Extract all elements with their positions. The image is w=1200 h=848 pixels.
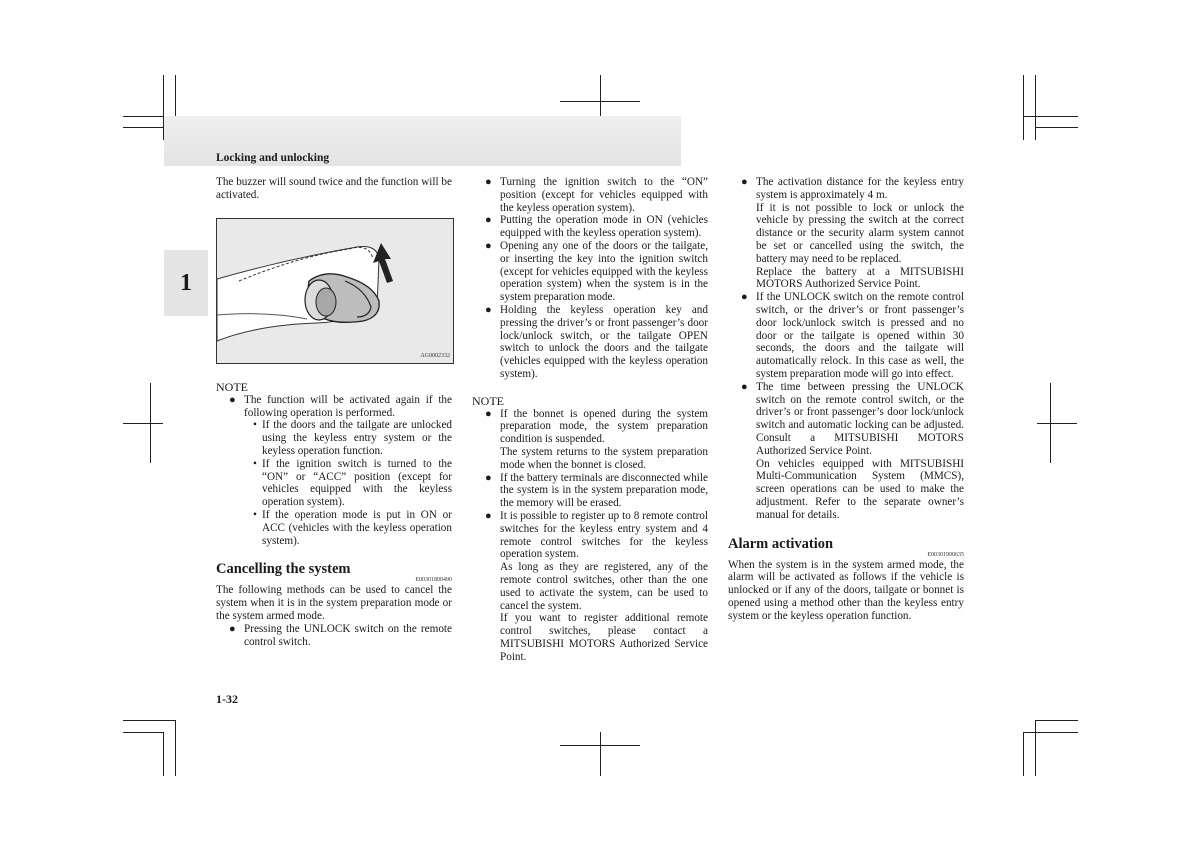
cancel-heading: Cancelling the system: [216, 561, 351, 578]
crop-mark: [123, 720, 175, 721]
note-continuation: If you want to register additional remote control switches, please contact a MITSUBISHI MOTORS Authorized Service Point.: [500, 612, 708, 663]
info-bullet: ● If the UNLOCK switch on the remote control switch, or the driver’s or front passenger’s door lock/unlock switch is pressed and no door or the tailgate is opened within 30 seconds, the doors and the tailgate will automatically relock. In this case as well, the system preparation mode will go into effect.: [743, 291, 964, 381]
column-1-lower: [216, 381, 452, 648]
page-number: 1-32: [216, 692, 238, 706]
crop-mark: [1023, 75, 1024, 140]
registration-mark: [123, 423, 163, 424]
method-bullet: ● Opening any one of the doors or the tailgate, or inserting the key into the ignition switch (except for vehicles equipped with the keyless operation system) when the system is in the system preparation mode.: [487, 240, 708, 304]
chapter-tab: [164, 250, 208, 316]
note-sub-item: • If the doors and the tailgate are unlocked using the keyless entry system or the keyless operation function.: [253, 419, 452, 457]
info-bullet: ● The activation distance for the keyless entry system is approximately 4 m.: [743, 176, 964, 202]
registration-mark: [1050, 383, 1051, 463]
registration-mark: [150, 383, 151, 463]
crop-mark: [1035, 127, 1078, 128]
key-fob-drawing: [217, 219, 453, 363]
registration-mark: [600, 732, 601, 776]
key-fob-illustration: [216, 218, 454, 364]
info-continuation: Replace the battery at a MITSUBISHI MOTORS Authorized Service Point.: [756, 265, 964, 291]
crop-mark: [1035, 75, 1036, 140]
registration-mark: [1037, 423, 1077, 424]
crop-mark: [1035, 720, 1036, 776]
alarm-text: When the system is in the system armed mode, the alarm will be activated as follows if the vehicle is unlocked or if any of the doors, tailgate or bonnet is opened using a method other than the keyless entry system or the keyless operation function.: [728, 558, 964, 622]
info-bullet: ● The time between pressing the UNLOCK switch on the remote control switch, or the driver’s or front passenger’s door lock/unlock switch and automatic locking can be adjusted. Consult a MITSUBISHI MOTORS Authorized Service Point.: [743, 381, 964, 458]
note-label: NOTE: [472, 393, 504, 408]
note-bullet: ● It is possible to register up to 8 remote control switches for the keyless entry system and 4 remote control switches for the keyless operation system.: [487, 510, 708, 561]
column-3: [728, 176, 964, 623]
chapter-number: 1: [180, 270, 192, 296]
note-sub-item: • If the ignition switch is turned to the “ON” or “ACC” position (except for vehicles equipped with the keyless operation system).: [253, 458, 452, 509]
note-label: NOTE: [216, 380, 248, 394]
cancel-bullet: ● Pressing the UNLOCK switch on the remote control switch.: [231, 623, 452, 649]
crop-mark: [1023, 732, 1024, 776]
column-1: [216, 176, 452, 202]
crop-mark: [123, 732, 163, 733]
method-bullet: ● Holding the keyless operation key and pressing the driver’s or front passenger’s door lock/unlock switch, or the tailgate OPEN switch to unlock the doors and the tailgate (vehicles equipped with the keyless operation system).: [487, 304, 708, 381]
crop-mark: [123, 127, 163, 128]
note-continuation: As long as they are registered, any of the remote control switches, other than the one used to activate the system, can be used to cancel the system.: [500, 561, 708, 612]
note-bullet: ● If the battery terminals are disconnected while the system is in the system preparation mode, the memory will be erased.: [487, 472, 708, 510]
crop-mark: [163, 732, 164, 776]
cancel-text: The following methods can be used to cancel the system when it is in the system preparation mode or the system armed mode.: [216, 584, 452, 622]
alarm-heading: Alarm activation: [728, 535, 834, 552]
column-2: [472, 176, 708, 663]
info-continuation: If it is not possible to lock or unlock the vehicle by pressing the switch at the correct distance or the security alarm system cannot be set or cancelled using the switch, the battery may need to be replaced.: [756, 201, 964, 265]
info-continuation: On vehicles equipped with MITSUBISHI Multi-Communication System (MMCS), screen operations can be used to make the adjustment. Refer to the separate owner’s manual for details.: [756, 457, 964, 521]
figure-code: AG0002332: [420, 353, 450, 359]
note-bullet: ● The function will be activated again if the following operation is performed.: [231, 394, 452, 420]
cancel-code: E00301800490: [415, 577, 452, 584]
crop-mark: [1035, 720, 1078, 721]
alarm-code: E00301900635: [927, 551, 964, 558]
note-sub-item: • If the operation mode is put in ON or ACC (vehicles with the keyless operation system).: [253, 509, 452, 547]
note-continuation: The system returns to the system preparation mode when the bonnet is closed.: [500, 445, 708, 471]
crop-mark: [1023, 116, 1078, 117]
crop-mark: [175, 720, 176, 776]
note-bullet: ● If the bonnet is opened during the system preparation mode, the system preparation condition is suspended.: [487, 408, 708, 446]
section-title: Locking and unlocking: [216, 152, 330, 164]
method-bullet: ● Putting the operation mode in ON (vehicles equipped with the keyless operation system).: [487, 214, 708, 240]
method-bullet: ● Turning the ignition switch to the “ON” position (except for vehicles equipped with the keyless operation system).: [487, 176, 708, 214]
crop-mark: [1023, 732, 1078, 733]
intro-text: The buzzer will sound twice and the function will be activated.: [216, 176, 452, 201]
